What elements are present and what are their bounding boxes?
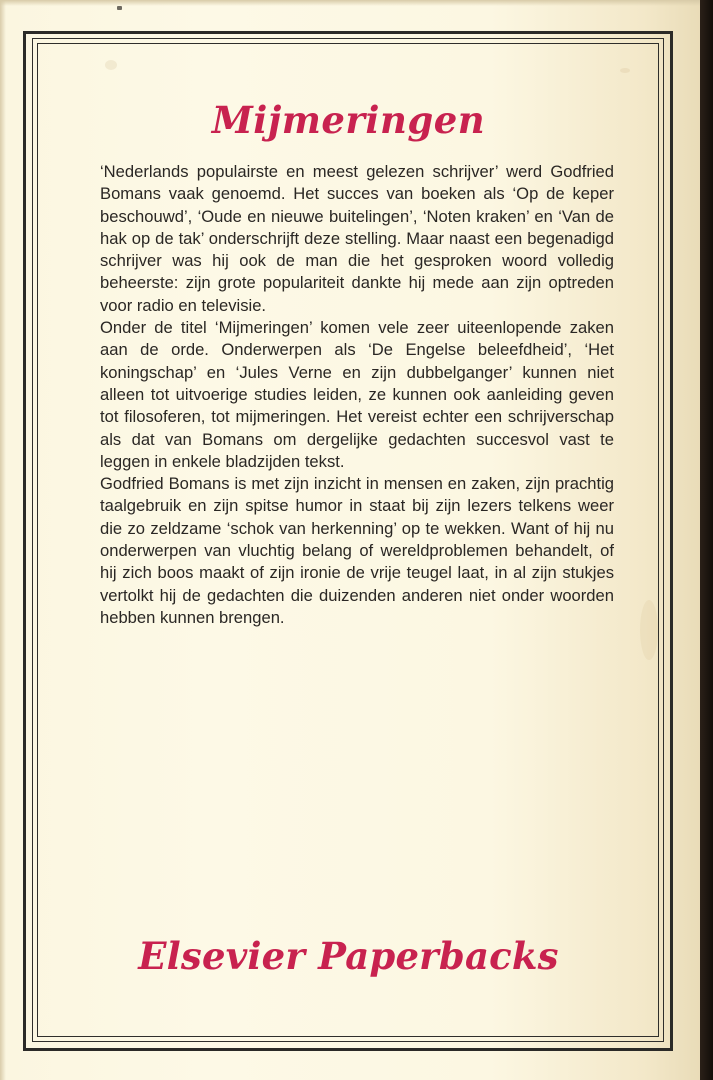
blurb-text [100,161,614,629]
publisher-imprint: Elsevier Paperbacks [138,934,559,978]
framed-content [40,46,657,1035]
background-shadow-edge [700,0,713,1080]
blurb-paragraph: Onder de titel ‘Mijmeringen’ komen vele zeer uiteenlopende zaken aan de orde. Onderwerpen als ‘De Engelse beleefdheid’, ‘Het koningschap’ en ‘Jules Verne en zijn dubbelganger’ kunnen niet alleen tot uitvoerige studies leiden, ze kunnen ook aanleiding geven tot filosoferen, tot mijmeringen. Het vereist echter een schrijverschap als dat van Bomans om dergelijke gedachten succesvol vast te leggen in enkele bladzijden tekst. [100,318,614,471]
blurb-paragraph: ‘Nederlands populairste en meest gelezen schrijver’ werd Godfried Bomans vaak genoemd. Het succes van boeken als ‘Op de keper beschouwd’, ‘Oude en nieuwe buitelingen’, ‘Noten kraken’ en ‘Van de hak op de tak’ onderschrijft deze stelling. Maar naast een begenadigd schrijver was hij ook de man die het gesproken woord volledig beheerste: zijn grote populariteit dankte hij mede aan zijn optreden voor radio en televisie. [100,162,614,315]
paper-speck [117,6,122,10]
book-title: Mijmeringen [211,98,486,142]
blurb-paragraph: Godfried Bomans is met zijn inzicht in mensen en zaken, zijn prachtig taalgebruik en zijn spitse humor in staat bij zijn lezers telkens weer die zo zeldzame ‘schok van herkenning’ op te wekken. Want of hij nu onderwerpen van vluchtig belang of wereldproblemen behandelt, of hij zich boos maakt of zijn ironie de vrije teugel laat, in al zijn stukjes vertolkt hij de gedachten die duizenden anderen niet onder woorden hebben kunnen brengen. [100,474,614,627]
